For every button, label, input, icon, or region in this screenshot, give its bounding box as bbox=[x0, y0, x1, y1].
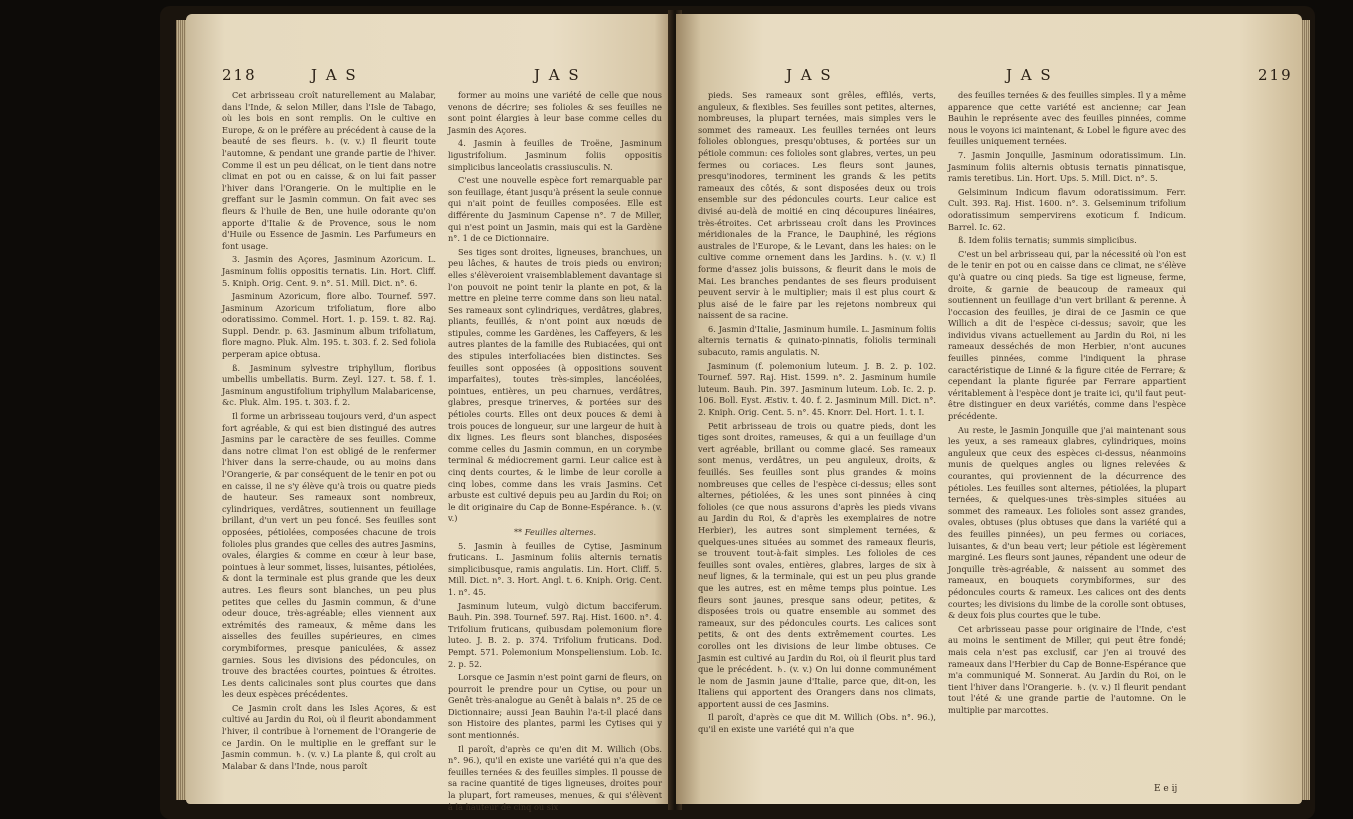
paragraph: 7. Jasmin Jonquille, Jasminum odoratissimum. Lin. Jasminum foliis alternis obtusis ternatis pinnatisque, ramis teretibus. Lin. Hort. Ups. 5. Mill. Dict. n°. 5. bbox=[948, 149, 1186, 184]
paragraph: Jasminum luteum, vulgò dictum bacciferum. Bauh. Pin. 398. Tournef. 597. Raj. Hist. 1600. n°. 4. Trifolium fruticans, quibusdam polemonium flore luteo. J. B. 2. p. 374. Trifolium fruticans. Dod. Pempt. 571. Polemonium Monspeliensium. Lob. Ic. 2. p. 52. bbox=[448, 600, 662, 669]
left-page-column-1 bbox=[222, 90, 436, 790]
paragraph: 6. Jasmin d'Italie, Jasminum humile. L. Jasminum foliis alternis ternatis & quinato-pinnatis, foliolis terminali subacuto, ramis angulatis. N. bbox=[698, 323, 936, 358]
paragraph: Jasminum (f. polemonium luteum. J. B. 2. p. 102. Tournef. 597. Raj. Hist. 1599. n°. 2. Jasminum humile luteum. Bauh. Pin. 397. Jasminum luteum. Lob. Ic. 2. p. 106. Boll. Eyst. Æstiv. t. 40. f. 2. Jasminum Mill. Dict. n°. 2. Kniph. Orig. Cent. 5. n°. 45. Knorr. Del. Hort. 1. t. I. bbox=[698, 360, 936, 418]
right-running-head-1: J A S bbox=[786, 66, 833, 84]
paragraph: Lorsque ce Jasmin n'est point garni de fleurs, on pourroit le prendre pour un Cytise, ou pour un Genêt très-analogue au Genêt à balais n°. 25 de ce Dictionnaire; aussi Jean Bauhin l'a-t-il placé dans son Histoire des plantes, parmi les Cytises qui y sont mentionnés. bbox=[448, 672, 662, 741]
paragraph: 3. Jasmin des Açores, Jasminum Azoricum. L. Jasminum foliis oppositis ternatis. Lin. Hort. Cliff. 5. Kniph. Orig. Cent. 9. n°. 51. Mill. Dict. n°. 6. bbox=[222, 254, 436, 288]
left-running-head-2: J A S bbox=[534, 66, 581, 84]
paragraph: Il forme un arbrisseau toujours verd, d'un aspect fort agréable, & qui est bien distingué des autres Jasmins par le caractère de ses feuilles. Comme dans notre climat l'on est obligé de le renfermer l'hiver dans la serre-chaude, ou au moins dans l'Orangerie, & par conséquent de le tenir en pot ou en caisse, il ne s'y élève qu'à trois ou quatre pieds de hauteur. Ses rameaux sont nombreux, cylindriques, verdâtres, soutiennent un feuillage brillant, d'un vert un peu foncé. Ses feuilles sont opposées, pétiolées, composées chacune de trois folioles plus grandes que celles des autres Jasmins, ovales, élargies & comme en cœur à leur base, pointues à leur sommet, lisses, luisantes, pétiolées, & dont la terminale est plus grande que les deux autres. Les fleurs sont blanches, un peu plus petites que celles du Jasmin commun, & d'une odeur douce, très-agréable; elles viennent aux extrémités des rameaux, & même dans les aisselles des feuilles supérieures, en cimes corymbiformes, presque paniculées, & assez garnies. Sous les divisions des pédoncules, on trouve des bractées courtes, pointues & étroites. Les dents calicinales sont plus courtes que dans les deux espèces précédentes. bbox=[222, 411, 436, 700]
left-running-head-1: J A S bbox=[311, 66, 358, 84]
left-page-column-2 bbox=[448, 90, 662, 812]
paragraph: Il paroît, d'après ce que dit M. Willich (Obs. n°. 96.), qu'il en existe une variété qui n'a que bbox=[698, 712, 936, 735]
paragraph: des feuilles ternées & des feuilles simples. Il y a même apparence que cette variété est ancienne; car Jean Bauhin le représente avec des feuilles pinnées, comme nous le voyons ici maintenant, & Lobel le figure avec des feuilles uniquement ternées. bbox=[948, 90, 1186, 147]
paragraph: former au moins une variété de celle que nous venons de décrire; ses folioles & ses feuilles ne sont point élargies à leur base comme celles du Jasmin des Açores. bbox=[448, 90, 662, 135]
section-heading: ** Feuilles alternes. bbox=[513, 526, 597, 537]
right-page bbox=[676, 14, 1302, 804]
paragraph: Cet arbrisseau passe pour originaire de l'Inde, c'est au moins le sentiment de Miller, qui peut être fondé; mais cela n'est pas exclusif, car j'en ai trouvé des rameaux dans l'Herbier du Cap de Bonne-Espérance que m'a communiqué M. Sonnerat. Au Jardin du Roi, on le tient l'hiver dans l'Orangerie. ♄. (v. v.) Il fleurit pendant tout l'été & une grande partie de l'automne. On le multiplie par marcottes. bbox=[948, 623, 1186, 715]
paragraph: Il paroît, d'après ce qu'en dit M. Willich (Obs. n°. 96.), qu'il en existe une variété qui n'a que des feuilles ternées & des feuilles simples. Il pousse de sa racine quantité de tiges ligneuses, droites pour la plupart, fort rameuses, menues, & qui s'élèvent à la hauteur de cinq ou six bbox=[448, 743, 662, 812]
right-page-number: 219 bbox=[1258, 66, 1293, 84]
left-fore-edge bbox=[176, 20, 186, 800]
paragraph: C'est un bel arbrisseau qui, par la nécessité où l'on est de le tenir en pot ou en caisse dans ce climat, ne s'élève qu'à quatre ou cinq pieds. Sa tige est ligneuse, ferme, droite, & garnie de beaucoup de rameaux qui soutiennent un feuillage d'un vert brillant & perenne. À l'occasion des feuilles, je dirai de ce Jasmin ce que Willich a dit de l'espèce ci-dessus; savoir, que les individus vivans actuellement au Jardin du Roi, ni les rameaux desséchés de mon Herbier, n'ont aucunes feuilles pinnées, comme l'indiquent la phrase caractéristique de Linné & la figure citée de Ferrare; & cependant la plante figurée par Ferrare appartient véritablement à l'espèce dont je traite ici, qu'il faut peut-être distinguer en deux variétés, comme dans l'espèce précédente. bbox=[948, 248, 1186, 422]
right-page-column-1 bbox=[698, 90, 936, 790]
paragraph: ß. Jasminum sylvestre triphyllum, floribus umbellis umbellatis. Burm. Zeyl. 127. t. 58. f. 1. Jasminum angustifolium triphyllum Malabaricense, &c. Pluk. Alm. 195. t. 303. f. 2. bbox=[222, 362, 436, 408]
right-running-head-2: J A S bbox=[1006, 66, 1053, 84]
paragraph: C'est une nouvelle espèce fort remarquable par son feuillage, étant jusqu'à présent la seule connue qui n'ait point de feuilles composées. Elle est différente du Jasminum Capense n°. 7 de Miller, qui n'est point un Jasmin, mais qui est la Gardène n°. 1 de ce Dictionnaire. bbox=[448, 175, 662, 244]
right-page-column-2 bbox=[948, 90, 1186, 790]
paragraph: Au reste, le Jasmin Jonquille que j'ai maintenant sous les yeux, a ses rameaux glabres, cylindriques, moins anguleux que ceux des espèces ci-dessus, néanmoins munis de quelques angles ou lignes relevées & courantes, qui proviennent de la décurrence des pétioles. Les feuilles sont alternes, pétiolées, la plupart ternées, & quelques-unes très-simples situées au sommet des rameaux. Les folioles sont assez grandes, ovales, obtuses (plus obtuses que dans la variété qui a des feuilles pinnées), un peu fermes ou coriaces, luisantes, & d'un beau vert; leur pétiole est légèrement marginé. Les fleurs sont jaunes, répandent une odeur de Jonquille très-agréable, & naissent au sommet des rameaux, en bouquets corymbiformes, sur des pédoncules courts & rameux. Les calices ont des dents courtes; les divisions du limbe de la corolle sont obtuses, & deux fois plus courtes que le tube. bbox=[948, 424, 1186, 621]
paragraph: Petit arbrisseau de trois ou quatre pieds, dont les tiges sont droites, rameuses, & qui a un feuillage d'un vert agréable, brillant ou comme glacé. Ses rameaux sont menus, verdâtres, un peu anguleux, droits, & feuillés. Ses feuilles sont plus grandes & moins nombreuses que celles de l'espèce ci-dessus; elles sont alternes, pétiolées, & les unes sont pinnées à cinq folioles (ce que nous assurons d'après les pieds vivans au Jardin du Roi, & d'après les exemplaires de notre Herbier), les autres sont simplement ternées, & quelques-unes situées au sommet des rameaux fleuris, se trouvent tout-à-fait simples. Les folioles de ces feuilles sont ovales, entières, glabres, larges de six à neuf lignes, & la terminale, qui est un peu plus grande que les autres, est en même temps plus pointue. Les fleurs sont jaunes, presque sans odeur, petites, & disposées trois ou quatre ensemble au sommet des rameaux, sur des pédoncules courts. Les calices sont petits, & ont des dents extrêmement courtes. Les corolles ont les divisions de leur limbe obtuses. Ce Jasmin est cultivé au Jardin du Roi, où il fleurit plus tard que le précédent. ♄. (v. v.) On lui donne communément le nom de Jasmin jaune d'Italie, parce que, dit-on, les Italiens qui apportent des Orangers dans nos climats, apportent aussi de ces Jasmins. bbox=[698, 420, 936, 709]
paragraph: Jasminum Azoricum, flore albo. Tournef. 597. Jasminum Azoricum trifoliatum, flore albo odoratissimo. Commel. Hort. 1. p. 159. t. 82. Raj. Suppl. Dendr. p. 63. Jasminum album trifoliatum, flore magno. Pluk. Alm. 195. t. 303. f. 2. Sed foliola perperam apice obtusa. bbox=[222, 291, 436, 360]
paragraph: 4. Jasmin à feuilles de Troëne, Jasminum ligustrifolium. Jasminum foliis oppositis simplicibus lanceolatis crassiusculis. N. bbox=[448, 138, 662, 172]
paragraph: Ses tiges sont droites, ligneuses, branchues, un peu lâches, & hautes de trois pieds ou environ; elles s'élèveroient vraisemblablement davantage si l'on pouvoit ne point tenir la plante en pot, & la mettre en pleine terre comme dans son lieu natal. Ses rameaux sont cylindriques, verdâtres, glabres, pliants, feuillés, & n'ont point aux nœuds de stipules, comme les Gardènes, les Caffeyers, & les autres plantes de la famille des Rubiacées, qui ont des stipules interfoliacées bien distinctes. Ses feuilles sont opposées (à oppositions souvent imparfaites), toutes très-simples, lancéolées, pointues, entières, un peu charnues, verdâtres, glabres, presque trinerves, & portées sur des pétioles courts. Elles ont deux pouces & demi à trois pouces de longueur, sur une largeur de huit à dix lignes. Les fleurs sont blanches, disposées comme celles du Jasmin commun, en un corymbe terminal & médiocrement garni. Leur calice est à cinq dents courtes, & le limbe de leur corolle a cinq lobes, comme dans les vrais Jasmins. Cet arbuste est cultivé depuis peu au Jardin du Roi; on le dit originaire du Cap de Bonne-Espérance. ♄. (v. v.) bbox=[448, 246, 662, 524]
paragraph: pieds. Ses rameaux sont grêles, effilés, verts, anguleux, & flexibles. Ses feuilles sont petites, alternes, nombreuses, la plupart ternées, mais simples vers le sommet des rameaux. Les feuilles ternées ont leurs folioles oblongues, presqu'obtuses, & portées sur un pétiole commun: ces folioles sont glabres, vertes, un peu fermes ou coriaces. Les fleurs sont jaunes, presqu'inodores, terminent les grands & les petits rameaux des côtés, & sont disposées deux ou trois ensemble sur des pédoncules courts. Leur calice est divisé au-delà de moitié en cinq découpures linéaires, très-étroites. Cet arbrisseau croît dans les Provinces méridionales de la France, le Dauphiné, les régions australes de l'Europe, & le Levant, dans les haies: on le cultive comme ornement dans les Jardins. ♄. (v. v.) Il forme d'assez jolis buissons, & fleurit dans le mois de Mai. Les branches pendantes de ses fleurs produisent peuvent servir à le multiplier; mais il est plus court & plus aisé de le faire par les rejetons nombreux qui naissent de sa racine. bbox=[698, 90, 936, 321]
paragraph: Ce Jasmin croît dans les Isles Açores, & est cultivé au Jardin du Roi, où il fleurit abondamment l'hiver, il contribue à l'ornement de l'Orangerie de ce Jardin. On le multiplie en le greffant sur le Jasmin commun. ♄. (v. v.) La plante ß, qui croît au Malabar & dans l'Inde, nous paroît bbox=[222, 702, 436, 771]
paragraph: 5. Jasmin à feuilles de Cytise, Jasminum fruticans. L. Jasminum foliis alternis ternatis simplicibusque, ramis angulatis. Lin. Hort. Cliff. 5. Mill. Dict. n°. 3. Hort. Angl. t. 6. Kniph. Orig. Cent. 1. n°. 45. bbox=[448, 540, 662, 597]
paragraph: Cet arbrisseau croît naturellement au Malabar, dans l'Inde, & selon Miller, dans l'Isle de Tabago, où les bois en sont remplis. On le cultive en Europe, & on le préfère au précédent à cause de la beauté de ses fleurs. ♄. (v. v.) Il fleurit toute l'automne, & pendant une grande partie de l'hiver. Comme il est un peu délicat, on le tient dans notre climat en pot ou en caisse, & on lui fait passer l'hiver dans l'Orangerie. On le multiplie en le greffant sur le Jasmin commun. On fait avec ses fleurs & l'huile de Ben, une huile odorante qu'on apporte d'Italie & de Provence, sous le nom d'Huile ou Essence de Jasmin. Les Parfumeurs en font usage. bbox=[222, 90, 436, 251]
paragraph: ß. Idem foliis ternatis; summis simplicibus. bbox=[958, 235, 1137, 246]
paragraph: Gelsiminum Indicum flavum odoratissimum. Ferr. Cult. 393. Raj. Hist. 1600. n°. 3. Gelseminum trifolium odoratissimum sempervirens exoticum f. Indicum. Barrel. Ic. 62. bbox=[948, 186, 1186, 232]
catchword: E e ij bbox=[1154, 784, 1178, 794]
left-page bbox=[186, 14, 674, 812]
left-page-number: 218 bbox=[222, 66, 257, 84]
